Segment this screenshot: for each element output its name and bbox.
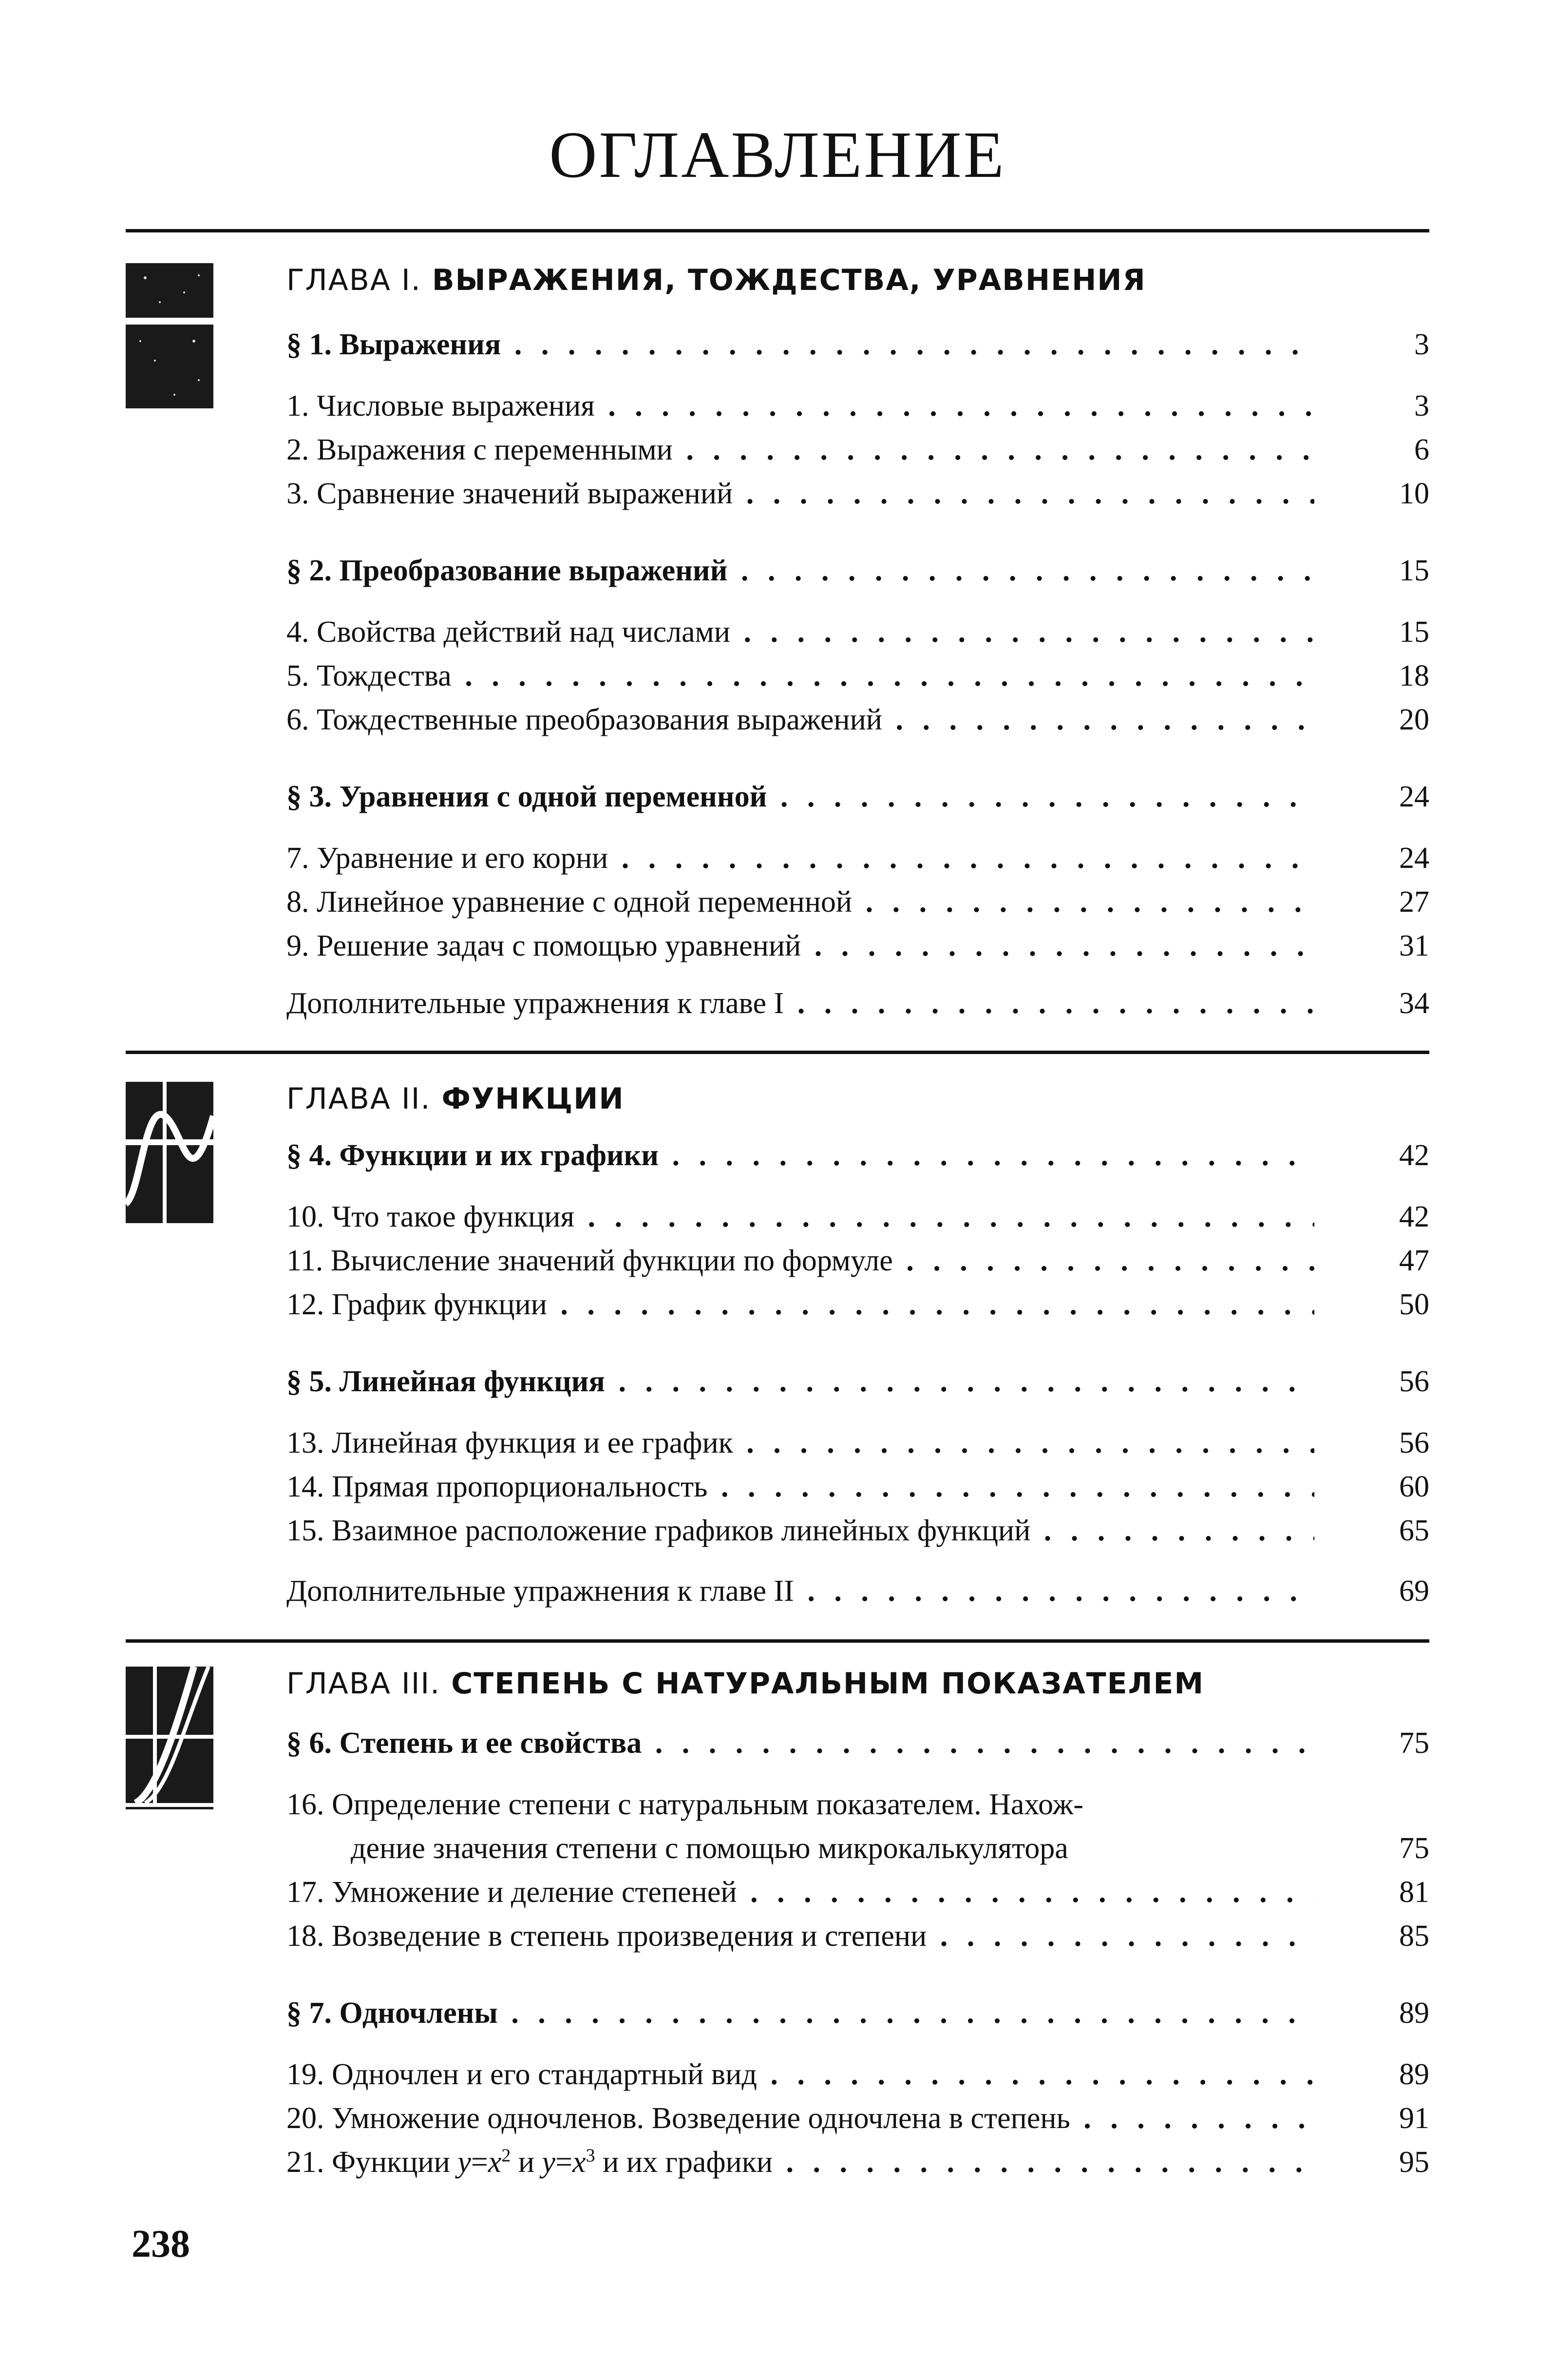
chapter-1-heading	[286, 263, 1146, 297]
toc-section[interactable]: § 3. Уравнения с одной переменной . . . 24	[286, 775, 1429, 819]
toc-item[interactable]: 8. Линейное уравнение с одной переменной . . . 27	[286, 880, 1429, 924]
page-title: ОГЛАВЛЕНИЕ	[549, 118, 1006, 192]
toc-item[interactable]: 7. Уравнение и его корни . . . 24	[286, 836, 1429, 880]
chapter-2-heading	[286, 1082, 625, 1116]
toc-item[interactable]: 18. Возведение в степень произведения и степени . . . 85	[286, 1914, 1429, 1958]
toc-item[interactable]: 16. Определение степени с натуральным показателем. Нахож- дение значения степени с помощью микрокалькулятора 75	[286, 1788, 1429, 1865]
power-graph-icon	[126, 1667, 213, 1815]
toc-item[interactable]: 10. Что такое функция . . . 42	[286, 1195, 1429, 1239]
toc-item[interactable]: 4. Свойства действий над числами . . . 15	[286, 610, 1429, 654]
toc-section[interactable]: § 5. Линейная функция . . . 56	[286, 1360, 1429, 1403]
toc-extra-exercises[interactable]: Дополнительные упражнения к главе II . . . 69	[286, 1569, 1429, 1613]
function-graph-icon	[126, 1082, 213, 1226]
chapter-1-emblem-icon	[126, 263, 213, 412]
toc-extra-exercises[interactable]: Дополнительные упражнения к главе I . . . 34	[286, 981, 1429, 1025]
toc-item[interactable]: 15. Взаимное расположение графиков линейных функций . . . 65	[286, 1509, 1429, 1553]
chapter-1-label: ГЛАВА I.	[286, 263, 421, 297]
toc-item[interactable]: 20. Умножение одночленов. Возведение одночлена в степень . . . 91	[286, 2096, 1429, 2140]
toc-item[interactable]: 17. Умножение и деление степеней . . . 81	[286, 1870, 1429, 1914]
chapter-3-name: СТЕПЕНЬ С НАТУРАЛЬНЫМ ПОКАЗАТЕЛЕМ	[451, 1667, 1205, 1701]
toc-item[interactable]: 21. Функции $y=x^2$ и $y=x^3$ и их графики . . . 95	[286, 2140, 1429, 2184]
toc-item[interactable]: 2. Выражения с переменными . . . 6	[286, 428, 1429, 472]
toc-section[interactable]: § 2. Преобразование выражений . . . 15	[286, 549, 1429, 593]
divider	[126, 1051, 1429, 1054]
toc-item[interactable]: 13. Линейная функция и ее график . . . 56	[286, 1421, 1429, 1465]
toc-item[interactable]: 14. Прямая пропорциональность . . . 60	[286, 1465, 1429, 1509]
toc-section[interactable]: § 1. Выражения . . . 3	[286, 323, 1429, 366]
chapter-2-label: ГЛАВА II.	[286, 1082, 431, 1116]
toc-item[interactable]: 5. Тождества . . . 18	[286, 654, 1429, 698]
divider	[126, 229, 1429, 232]
toc-section[interactable]: § 6. Степень и ее свойства . . . 75	[286, 1721, 1429, 1765]
toc-section[interactable]: § 7. Одночлены . . . 89	[286, 1991, 1429, 2035]
divider	[126, 1639, 1429, 1643]
chapter-2-name: ФУНКЦИИ	[441, 1082, 625, 1116]
toc-item[interactable]: 19. Одночлен и его стандартный вид . . . 89	[286, 2053, 1429, 2096]
chapter-3-label: ГЛАВА III.	[286, 1667, 441, 1701]
page-number: 238	[132, 2223, 190, 2265]
chapter-1-name: ВЫРАЖЕНИЯ, ТОЖДЕСТВА, УРАВНЕНИЯ	[432, 263, 1146, 297]
chapter-3-heading	[286, 1667, 1204, 1701]
toc-item[interactable]: 3. Сравнение значений выражений . . . 10	[286, 472, 1429, 516]
toc-item[interactable]: 6. Тождественные преобразования выражений . . . 20	[286, 698, 1429, 742]
toc-item[interactable]: 12. График функции . . . 50	[286, 1283, 1429, 1326]
toc-section[interactable]: § 4. Функции и их графики . . . 42	[286, 1133, 1429, 1177]
toc-item[interactable]: 9. Решение задач с помощью уравнений . . . 31	[286, 924, 1429, 968]
toc-item[interactable]: 1. Числовые выражения . . . 3	[286, 384, 1429, 428]
toc-item[interactable]: 11. Вычисление значений функции по формуле . . . 47	[286, 1239, 1429, 1283]
